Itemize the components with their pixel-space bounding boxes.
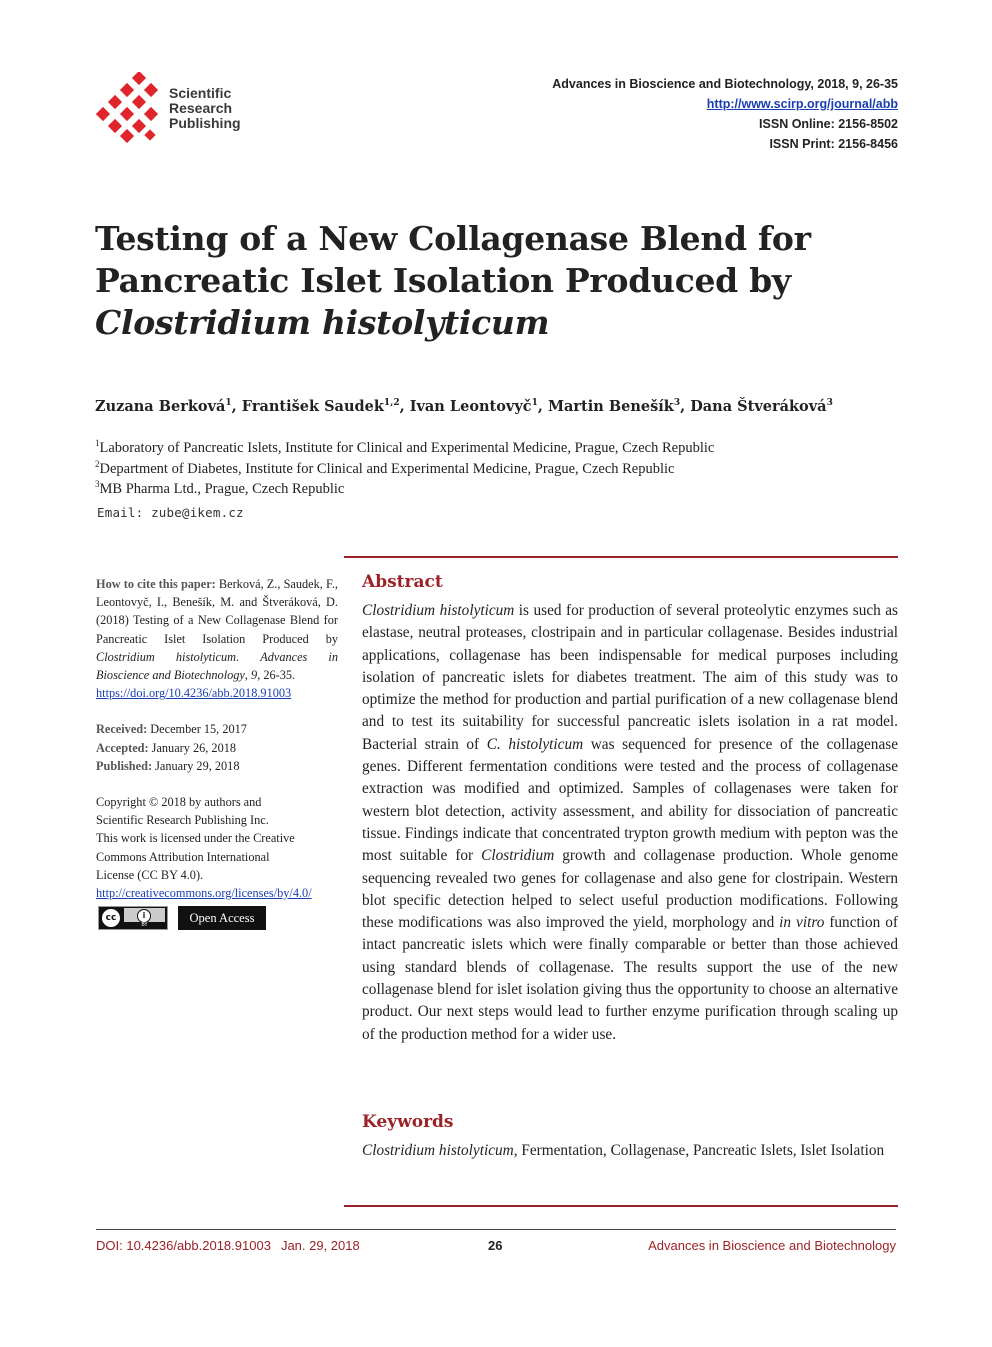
author-sup: 3 xyxy=(673,398,681,409)
open-access-badge[interactable]: Open Access xyxy=(178,906,266,930)
published-date: January 29, 2018 xyxy=(152,758,240,773)
author-name: Ivan Leontovyč xyxy=(409,398,532,415)
keywords-bottom-rule xyxy=(344,1205,898,1207)
abstract-heading: Abstract xyxy=(362,572,443,592)
logo-line-2: Research xyxy=(169,100,233,116)
abstract-section xyxy=(362,572,898,1046)
attribution-icon: i xyxy=(137,909,151,923)
affiliation-item: $^3$MB Pharma Ltd., Prague, Czech Republic xyxy=(95,479,345,497)
footer-rule xyxy=(96,1229,896,1230)
by-label: BY xyxy=(124,922,165,928)
affiliations xyxy=(95,438,915,500)
accepted-date: January 26, 2018 xyxy=(148,740,237,755)
cite-label: How to cite this paper: xyxy=(96,577,216,591)
page-footer xyxy=(96,1236,896,1256)
citation-block: How to cite this paper: Berková, Z., Saudek, F., Leontovyč, I., Benešík, M. and Štveráková, D. (2018) Testing of a New Collagenase Blend for Pancreatic Islet Isolation Produced by Clostridium histolyticum. Advances in Bioscience and Biotechnology, 9, 26-35. https://doi.org/10.4236/abb.2018.91003 xyxy=(96,577,338,701)
page-number: 26 xyxy=(488,1238,503,1253)
author-name: Zuzana Berková xyxy=(95,398,226,415)
dates-block: Received: December 15, 2017 Accepted: January 26, 2018 Published: January 29, 2018 xyxy=(96,722,247,773)
issn-print: ISSN Print: 2156-8456 xyxy=(769,137,898,151)
journal-citation: Advances in Bioscience and Biotechnology, 2018, 9, 26-35 xyxy=(552,77,898,91)
received-date: December 15, 2017 xyxy=(147,722,247,737)
abstract-body: Clostridium histolyticum is used for production of several proteolytic enzymes such as elastase, neutral proteases, clostripain and in particular collagenase. Besides industrial applications, collagenase has been indispensable for medical purposes including isolation of pancreatic islets for diabetes treatment. The aim of this study was to optimize the method for production and partial purification of a new collagenase blend and to test its suitability for successful pancreatic islets isolation in a rat model. Bacterial strain of C. histolyticum was sequenced for presence of the collagenase genes. Different fermentation conditions were tested and the process of collagenase extraction was modified and optimized. Samples of collagenases were taken for western blot detection, activity assessment, and ability for dissociation of pancreatic tissue. Findings indicate that concentrated trypton growth medium with pepton was the most suitable for Clostridium growth and collagenase production. Whole genome sequencing revealed two genes for collagenase and also gene for clostripain. Western blot specific detection helped to select useful production modifications. Following these modifications was also improved the yield, morphology and in vitro function of intact pancreatic islets which were finally comparable or better than those achieved using standard blends of collagenase. The results support the use of the new collagenase blend for islet isolation giving thus the opportunity to choose an alternative product. Our next steps would lead to further enzyme purification through scaling up of the production method for a wider use. xyxy=(362,602,899,1043)
issn-online: ISSN Online: 2156-8502 xyxy=(759,117,898,131)
footer-journal: Advances in Bioscience and Biotechnology xyxy=(648,1238,896,1253)
keywords-section xyxy=(362,1112,898,1162)
journal-meta xyxy=(552,74,898,154)
doi-link[interactable]: https://doi.org/10.4236/abb.2018.91003 xyxy=(96,686,292,701)
affiliation-item: $^1$Laboratory of Pancreatic Islets, Institute for Clinical and Experimental Medicine, Prague, Czech Republic xyxy=(95,438,715,456)
author-list: Zuzana Berková$^1$, František Saudek$^{1,2}$, Ivan Leontovyč$^1$, Martin Benešík$^3$, Dana Štveráková$^3$ xyxy=(95,398,833,415)
author-name: František Saudek xyxy=(241,398,384,415)
logo-line-1: Scientific xyxy=(169,85,232,101)
author-sup: 1 xyxy=(531,398,538,409)
license-badges xyxy=(96,906,338,932)
author-sup: 1 xyxy=(225,398,232,409)
author-name: Martin Benešík xyxy=(547,398,674,415)
footer-doi: DOI: 10.4236/abb.2018.91003 xyxy=(96,1238,271,1253)
journal-url-link[interactable]: http://www.scirp.org/journal/abb xyxy=(706,97,898,111)
title-line-3: Clostridium histolyticum xyxy=(95,303,550,342)
sidebar-metadata xyxy=(96,575,338,932)
title-line-2: Pancreatic Islet Isolation Produced by xyxy=(95,261,791,300)
author-name: Dana Štveráková xyxy=(690,398,827,415)
paper-title xyxy=(95,218,915,344)
affiliation-item: $^2$Department of Diabetes, Institute for Clinical and Experimental Medicine, Prague, Czech Republic xyxy=(95,458,675,477)
logo-diamond-mark xyxy=(96,72,166,144)
logo-line-3: Publishing xyxy=(169,115,241,131)
copyright-block: Copyright © 2018 by authors and Scientific Research Publishing Inc. This work is licensed under the Creative Commons Attribution International License (CC BY 4.0). http://creativecommons.org/licenses/by/4.0/ xyxy=(96,795,312,901)
cc-by-badge[interactable] xyxy=(98,906,168,930)
author-sup: 3 xyxy=(826,398,833,409)
footer-date: Jan. 29, 2018 xyxy=(280,1238,360,1253)
author-sup: 1,2 xyxy=(383,398,400,409)
cc-icon: cc xyxy=(102,909,120,927)
license-link[interactable]: http://creativecommons.org/licenses/by/4.0/ xyxy=(96,886,312,901)
title-line-1: Testing of a New Collagenase Blend for xyxy=(95,219,811,258)
keywords-heading: Keywords xyxy=(362,1112,454,1132)
contact-email[interactable]: Email: zube@ikem.cz xyxy=(97,505,244,520)
abstract-top-rule xyxy=(344,556,898,558)
publisher-logo xyxy=(96,72,266,144)
keywords-body: Clostridium histolyticum, Fermentation, Collagenase, Pancreatic Islets, Islet Isolation xyxy=(362,1142,885,1159)
